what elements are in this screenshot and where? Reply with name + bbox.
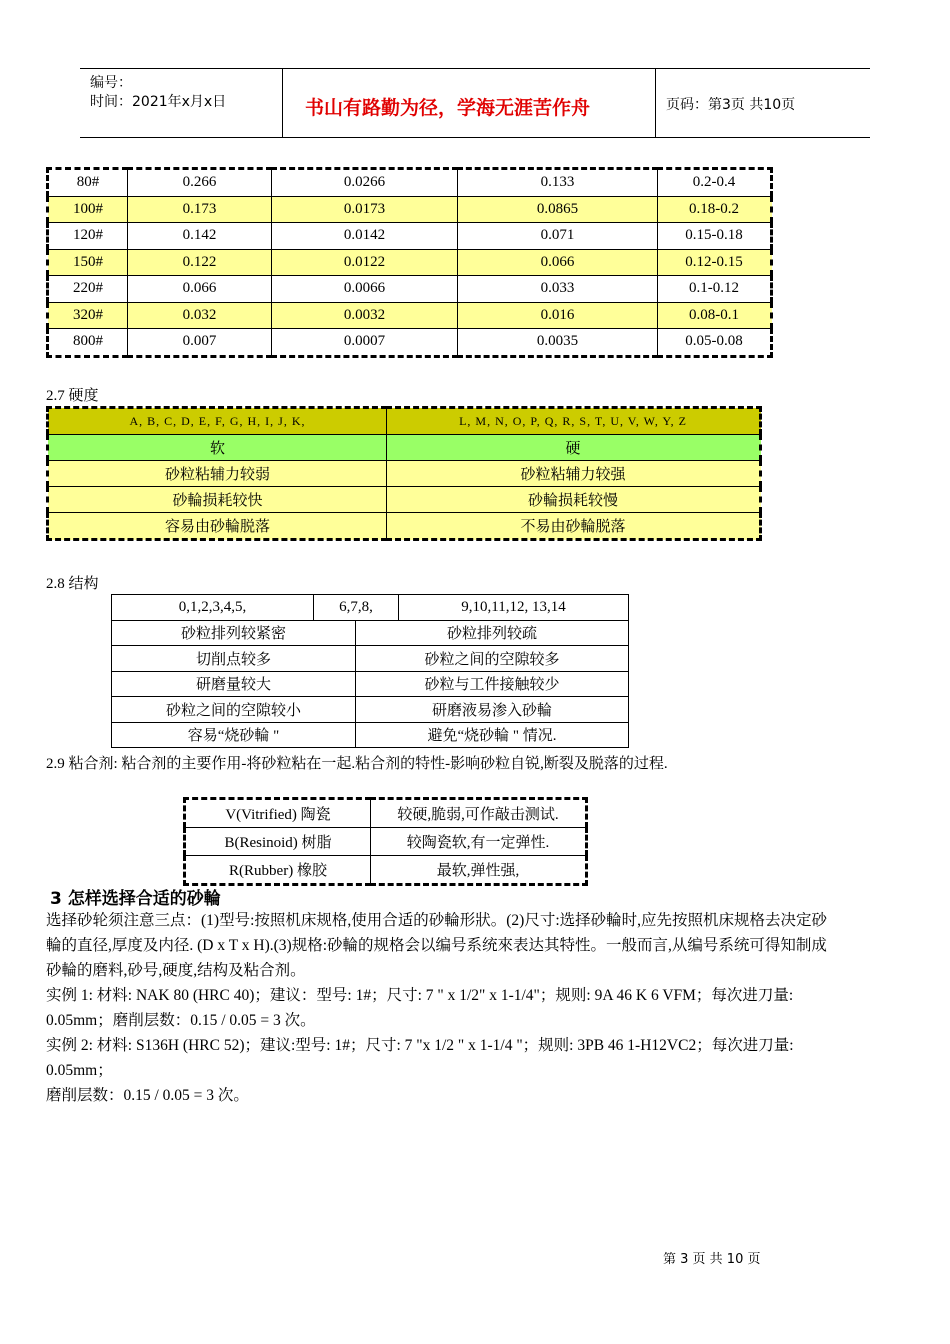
table-cell: A, B, C, D, E, F, G, H, I, J, K,	[48, 408, 387, 435]
table-row	[48, 408, 761, 435]
page-footer: 第 3 页 共 10 页	[663, 1252, 761, 1267]
table-cell: L, M, N, O, P, Q, R, S, T, U, V, W, Y, Z	[387, 408, 761, 435]
table-cell: 0.066	[458, 249, 658, 276]
section-title: 3 怎样选择合适的砂輪	[50, 889, 221, 909]
table-row	[185, 856, 587, 885]
table-cell: 砂粒粘辅力较强	[387, 461, 761, 487]
page-header	[80, 68, 870, 138]
table-cell: 软	[48, 435, 387, 461]
table-cell: 0.0066	[272, 276, 458, 303]
table-row	[48, 302, 772, 329]
paragraph-line: 实例 2: 材料: S136H (HRC 52)；建议:型号: 1#；尺寸: 7 "x 1/2 " x 1-1/4 "；规则: 3PB 46 1-H12VC2；每次进刀量:	[46, 1037, 794, 1054]
table-row	[48, 487, 761, 513]
table-row	[48, 276, 772, 303]
table-cell: 0.016	[458, 302, 658, 329]
binder-heading: 2.9 粘合剂: 粘合剂的主要作用-将砂粒粘在一起.粘合剂的特性-影响砂粒自锐,断裂及脱落的过程.	[46, 756, 668, 772]
header-page-number: 页码：第3页 共10页	[666, 97, 796, 113]
document-number-label: 编号：	[90, 75, 132, 91]
table-cell: 最软,弹性强,	[371, 856, 587, 885]
table-cell: 0.12-0.15	[658, 249, 772, 276]
table-cell: 容易由砂輪脱落	[48, 513, 387, 540]
table-cell: 避免“烧砂輪 " 情况.	[356, 722, 629, 748]
table-cell: 6,7,8,	[314, 595, 399, 621]
table-cell: 0.0035	[458, 329, 658, 357]
table-row	[112, 697, 629, 723]
table-cell: 0.066	[128, 276, 272, 303]
table-cell: 0.0007	[272, 329, 458, 357]
table-cell: 砂輪损耗较快	[48, 487, 387, 513]
table-cell: 80#	[48, 169, 128, 197]
table-row	[185, 799, 587, 828]
table-cell: 100#	[48, 196, 128, 223]
paragraph-line: 輪的直径,厚度及内径. (D x T x H).(3)规格:砂輪的规格会以编号系统來表达其特性。一般而言,从编号系统可得知制成	[46, 937, 827, 954]
document-time-label: 时间：2021年x月x日	[90, 94, 227, 110]
table-cell: 150#	[48, 249, 128, 276]
table-cell: 砂粒排列较疏	[356, 620, 629, 646]
table-cell: 砂粒排列较紧密	[112, 620, 356, 646]
table-cell: 0.0122	[272, 249, 458, 276]
table-cell: R(Rubber) 橡胶	[185, 856, 371, 885]
table-cell: V(Vitrified) 陶瓷	[185, 799, 371, 828]
table-cell: 0.071	[458, 223, 658, 250]
table-cell: 不易由砂輪脱落	[387, 513, 761, 540]
table-cell: 800#	[48, 329, 128, 357]
table-cell: 容易“烧砂輪 "	[112, 722, 356, 748]
table-cell: 硬	[387, 435, 761, 461]
paragraph-line: 磨削层数：0.15 / 0.05 = 3 次。	[46, 1087, 249, 1104]
table-cell: 0.05-0.08	[658, 329, 772, 357]
table-cell: 研磨液易渗入砂輪	[356, 697, 629, 723]
table-row	[48, 249, 772, 276]
paragraph-line: 0.05mm；	[46, 1062, 113, 1079]
table-cell: 较陶瓷软,有一定弹性.	[371, 828, 587, 856]
paragraph-line: 选择砂轮须注意三点：(1)型号:按照机床规格,使用合适的砂輪形狀。(2)尺寸:选择砂輪时,应先按照机床规格去决定砂	[46, 912, 828, 929]
table-row	[112, 595, 629, 621]
table-cell: 0.1-0.12	[658, 276, 772, 303]
table-cell: 砂粒之间的空隙较多	[356, 646, 629, 672]
table-cell: 较硬,脆弱,可作敲击测试.	[371, 799, 587, 828]
table-cell: 0.0865	[458, 196, 658, 223]
table-row	[48, 461, 761, 487]
structure-table	[111, 594, 629, 748]
table-cell: B(Resinoid) 树脂	[185, 828, 371, 856]
table-row	[48, 196, 772, 223]
header-page-cell	[656, 69, 870, 137]
table-cell: 砂輪损耗较慢	[387, 487, 761, 513]
table-cell: 研磨量较大	[112, 671, 356, 697]
table-cell: 0.173	[128, 196, 272, 223]
table-cell: 0.122	[128, 249, 272, 276]
table-cell: 砂粒与工件接触较少	[356, 671, 629, 697]
table-row	[48, 435, 761, 461]
table-cell: 0.0173	[272, 196, 458, 223]
paragraph-line: 实例 1: 材料: NAK 80 (HRC 40)；建议：型号: 1#；尺寸: 7 " x 1/2" x 1-1/4"；规则: 9A 46 K 6 VFM；每次进刀量:	[46, 987, 794, 1004]
section-body	[46, 908, 916, 1108]
hardness-table	[46, 406, 762, 541]
paragraph-line: 砂輪的磨料,砂号,硬度,结构及粘合剂。	[46, 962, 306, 979]
table-cell: 砂粒粘辅力较弱	[48, 461, 387, 487]
table-row	[48, 513, 761, 540]
table-cell: 0.266	[128, 169, 272, 197]
table-cell: 砂粒之间的空隙较小	[112, 697, 356, 723]
table-row	[112, 722, 629, 748]
table-cell: 0.0142	[272, 223, 458, 250]
header-motto-cell	[283, 69, 656, 137]
table-row	[112, 620, 629, 646]
header-motto: 书山有路勤为径，学海无涯苦作舟	[305, 97, 591, 119]
table-cell: 0.033	[458, 276, 658, 303]
table-cell: 0.142	[128, 223, 272, 250]
table-cell: 0.15-0.18	[658, 223, 772, 250]
table-row	[48, 169, 772, 197]
binder-table	[183, 797, 588, 886]
table-cell: 0.08-0.1	[658, 302, 772, 329]
table-cell: 220#	[48, 276, 128, 303]
table-cell: 0.2-0.4	[658, 169, 772, 197]
table-cell: 0.133	[458, 169, 658, 197]
table-cell: 0.032	[128, 302, 272, 329]
table-cell: 0.007	[128, 329, 272, 357]
table-row	[112, 671, 629, 697]
header-meta-cell	[80, 69, 283, 137]
table-cell: 9,10,11,12, 13,14	[399, 595, 629, 621]
hardness-heading: 2.7 硬度	[46, 388, 99, 404]
table-cell: 0.0032	[272, 302, 458, 329]
table-row	[48, 329, 772, 357]
table-cell: 0,1,2,3,4,5,	[112, 595, 314, 621]
table-row	[112, 646, 629, 672]
structure-heading: 2.8 结构	[46, 576, 99, 592]
table-cell: 0.18-0.2	[658, 196, 772, 223]
table-cell: 0.0266	[272, 169, 458, 197]
paragraph-line: 0.05mm；磨削层数：0.15 / 0.05 = 3 次。	[46, 1012, 316, 1029]
table-row	[185, 828, 587, 856]
grit-size-table	[46, 167, 773, 358]
table-cell: 切削点较多	[112, 646, 356, 672]
table-cell: 320#	[48, 302, 128, 329]
table-row	[48, 223, 772, 250]
table-cell: 120#	[48, 223, 128, 250]
